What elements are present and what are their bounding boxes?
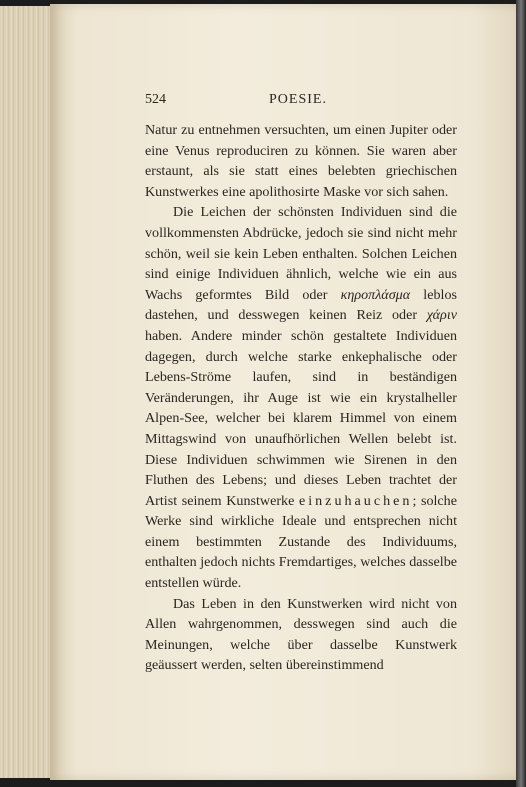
page-content (145, 90, 457, 676)
paragraph-2-part-b: leblos dastehen, und desswegen keinen Reiz oder (145, 286, 457, 324)
paragraph-2-part-d: ; solche Werke sind wirkliche Ideale und entsprechen nicht einem bestimmten Zustande des Individuums, enthalten jedoch nichts Fremdartiges, welches dasselbe entstellen würde. (145, 492, 457, 592)
paragraph-3: Das Leben in den Kunstwerken wird nicht von Allen wahrgenommen, desswegen sind auch die Meinungen, welche über dasselbe Kunstwerk geäussert werden, selten übereinstimmend (145, 595, 457, 674)
paragraph-2 (145, 202, 457, 593)
paragraph-2-part-a: Die Leichen der schönsten Individuen sind die vollkommensten Abdrücke, jedoch sie sind nicht mehr schön, weil sie kein Leben enthalten. Solchen Leichen sind einige Individuen ähnlich, welche wie ein aus Wachs geformtes Bild oder (145, 204, 457, 303)
page-number: 524 (145, 92, 166, 107)
paragraph-2-part-c: haben. Andere minder schön gestaltete Individuen dagegen, durch welche starke enkephalische oder Lebens-Ströme laufen, sind in beständigen Veränderungen, ihr Auge ist wie ein krystalheller Alpen-See, welcher bei klarem Himmel von einem Mittagswind von unaufhörlichen Wellen belebt ist. Diese Individuen schwimmen wie Sirenen in den Fluthen des Lebens; und dieses Leben trachtet der Artist seinem Kunstwerke (145, 327, 457, 509)
running-header (145, 90, 457, 120)
book-cover-edge (516, 0, 526, 787)
running-title: POESIE. (269, 92, 327, 107)
body-text (145, 120, 457, 676)
greek-word-charin: χάριν (426, 307, 457, 324)
greek-word-keroplasma: κηροπλάσμα (340, 286, 411, 303)
spaced-word-einzuhauchen: einzuhauchen (298, 492, 413, 509)
paragraph-1: Natur zu entnehmen versuchten, um einen Jupiter oder eine Venus reproduciren zu können. Sie waren aber erstaunt, als sie statt eines belebten griechischen Kunstwerkes eine apolithosirte Maske vor sich sahen. (145, 122, 457, 200)
